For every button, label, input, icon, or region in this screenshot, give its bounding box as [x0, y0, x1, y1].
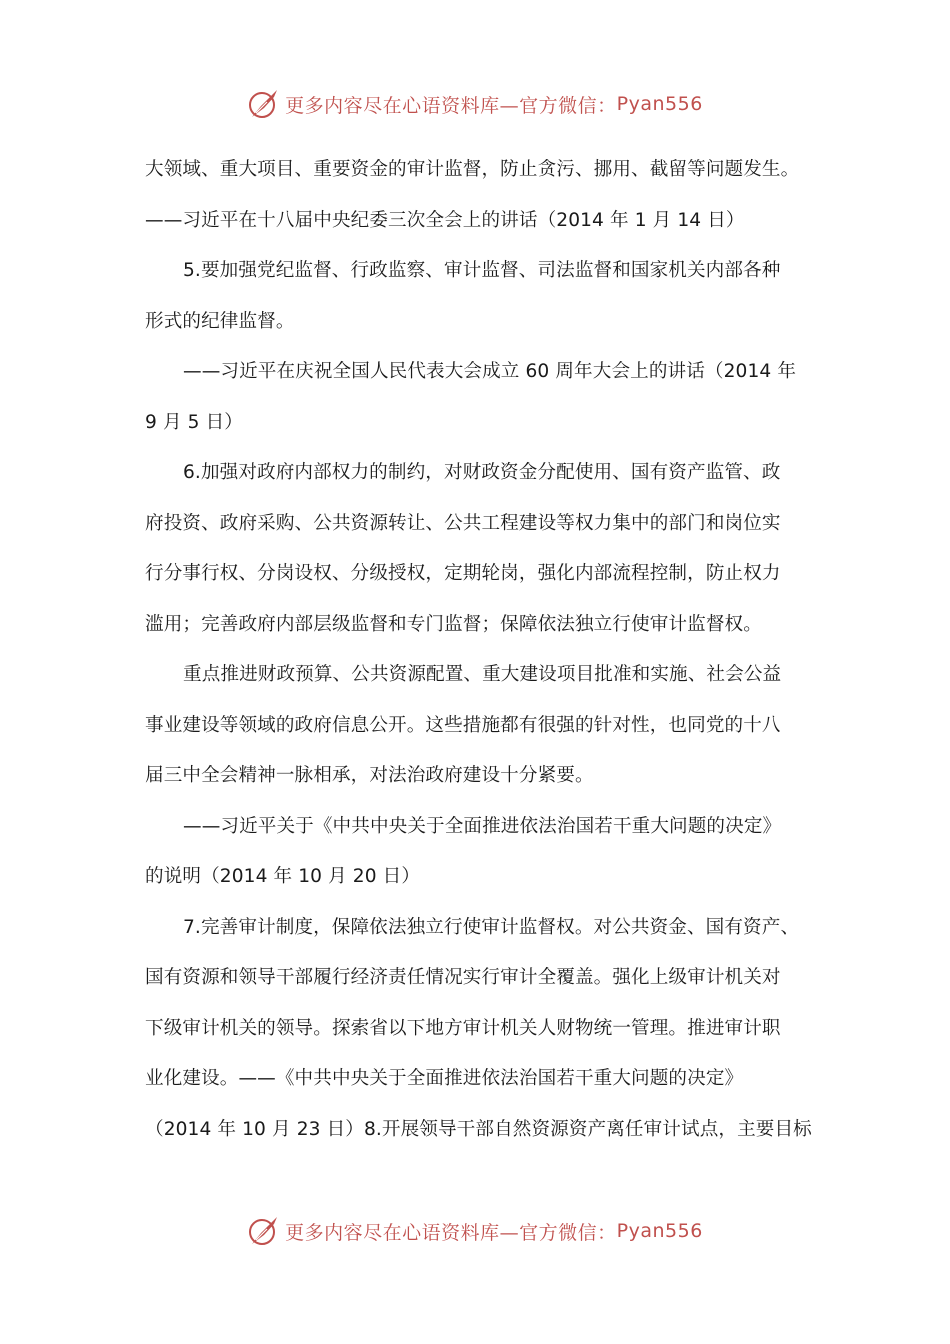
text-line: 滥用；完善政府内部层级监督和专门监督；保障依法独立行使审计监督权。 — [145, 613, 762, 635]
text-line: 重点推进财政预算、公共资源配置、重大建设项目批准和实施、社会公益 — [183, 664, 782, 685]
text-line: 事业建设等领域的政府信息公开。这些措施都有很强的针对性，也同党的十八 — [145, 714, 781, 736]
text-line: 府投资、政府采购、公共资源转让、公共工程建设等权力集中的部门和岗位实 — [145, 512, 781, 534]
text-line: 业化建设。——《中共中央关于全面推进依法治国若干重大问题的决定》 — [145, 1068, 744, 1089]
text-line: 的说明（2014 年 10 月 20 日） — [145, 866, 421, 887]
text-line: （2014 年 10 月 23 日）8.开展领导干部自然资源资产离任审计试点，主要目标 — [145, 1118, 812, 1140]
banner-text: 更多内容尽在心语资料库—官方微信： — [285, 1221, 617, 1244]
text-line: 6.加强对政府内部权力的制约，对财政资金分配使用、国有资产监管、政 — [183, 462, 781, 483]
text-line: ——习近平在庆祝全国人民代表大会成立 60 周年大会上的讲话（2014 年 — [183, 361, 797, 382]
text-line: 形式的纪律监督。 — [145, 310, 295, 332]
text-line: ——习近平在十八届中央纪委三次全会上的讲话（2014 年 1 月 14 日） — [145, 209, 745, 231]
header-banner — [0, 84, 950, 124]
text-line: ——习近平关于《中共中央关于全面推进依法治国若干重大问题的决定》 — [183, 815, 782, 837]
text-line: 大领域、重大项目、重要资金的审计监督，防止贪污、挪用、截留等问题发生。 — [145, 159, 800, 180]
text-line: 7.完善审计制度，保障依法独立行使审计监督权。对公共资金、国有资产、 — [183, 916, 800, 938]
footer-banner — [0, 1211, 950, 1251]
text-line: 5.要加强党纪监督、行政监察、审计监督、司法监督和国家机关内部各种 — [183, 260, 781, 281]
document-body — [145, 150, 812, 1160]
text-line: 下级审计机关的领导。探索省以下地方审计机关人财物统一管理。推进审计职 — [145, 1017, 781, 1039]
quill-pen-logo-icon — [247, 87, 281, 121]
banner-wechat-id: Pyan556 — [616, 93, 703, 115]
text-line: 9 月 5 日） — [145, 411, 243, 433]
banner-text: 更多内容尽在心语资料库—官方微信： — [285, 94, 617, 117]
banner-wechat-id: Pyan556 — [616, 1220, 703, 1242]
text-line: 行分事行权、分岗设权、分级授权，定期轮岗，强化内部流程控制，防止权力 — [145, 563, 781, 584]
text-line: 届三中全会精神一脉相承，对法治政府建设十分紧要。 — [145, 765, 594, 786]
quill-pen-logo-icon — [247, 1214, 281, 1248]
text-line: 国有资源和领导干部履行经济责任情况实行审计全覆盖。强化上级审计机关对 — [145, 967, 781, 988]
